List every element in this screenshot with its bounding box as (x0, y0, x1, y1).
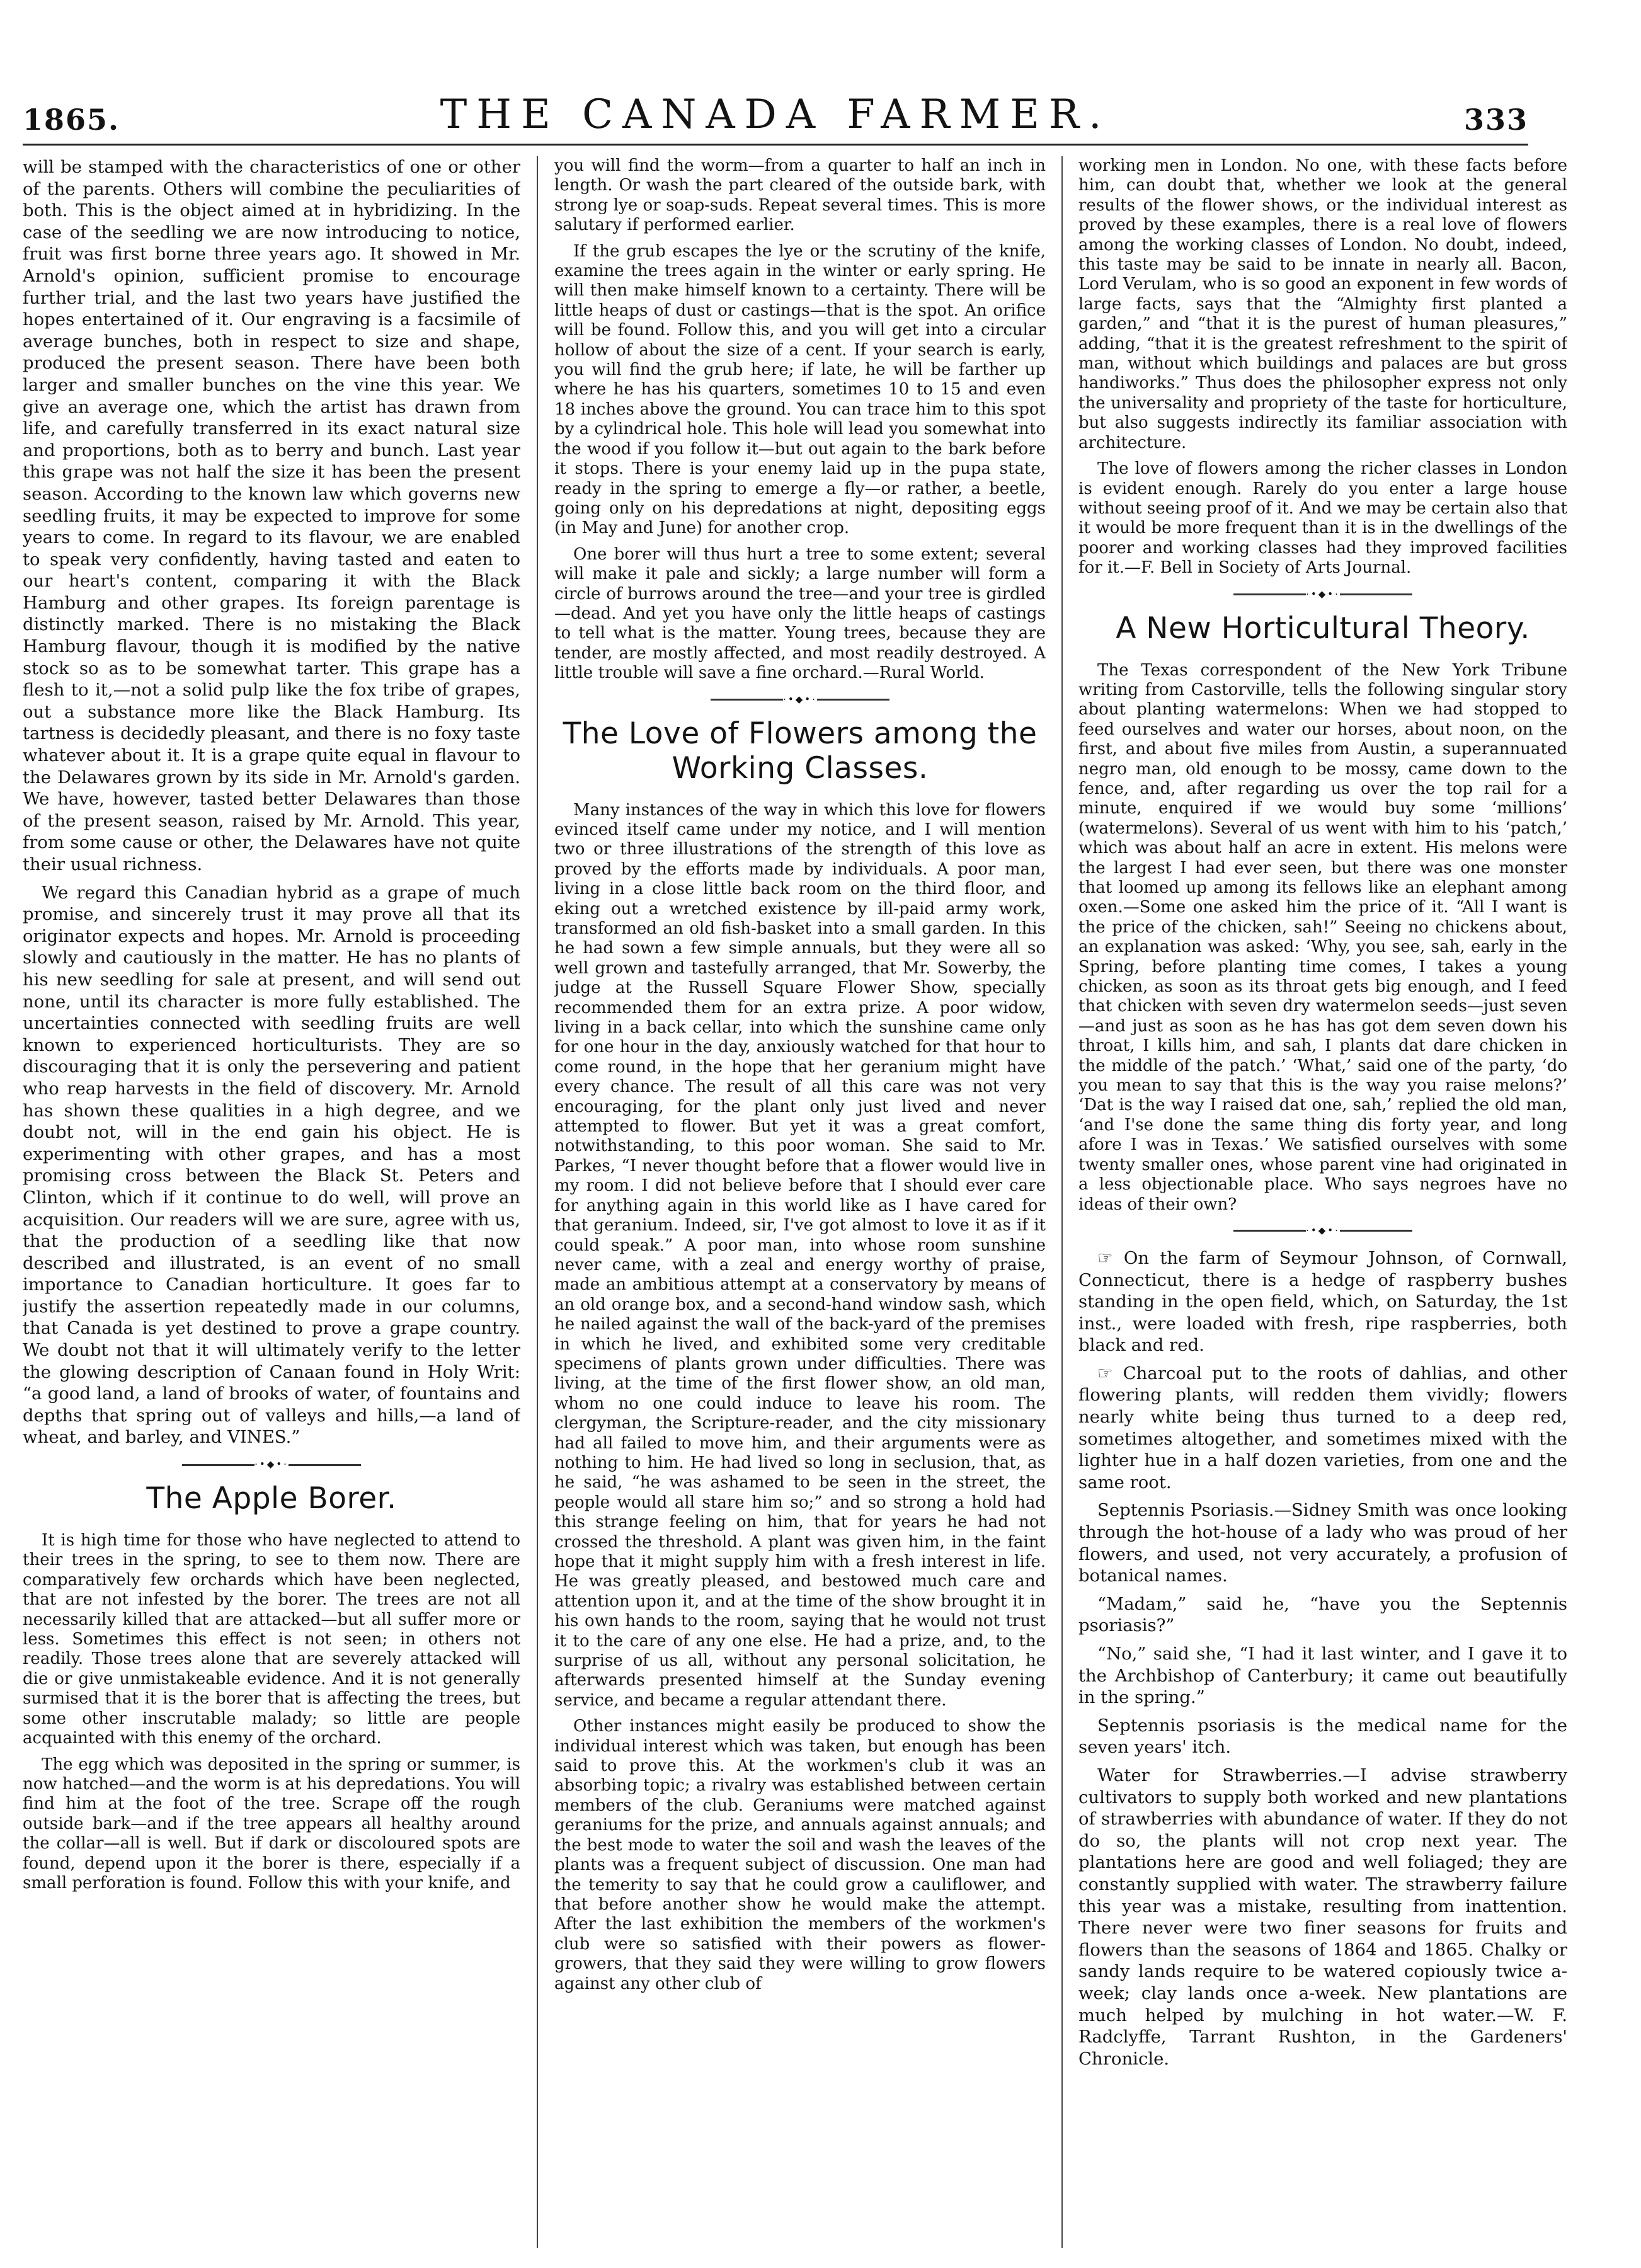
article-paragraph: you will find the worm—from a quarter to half an inch in length. Or wash the part cleared of the outside bark, with strong lye or soap-suds. Repeat several times. This is more salutary if performed earlier. (554, 156, 1046, 235)
column-2 (554, 156, 1046, 2248)
news-item: Water for Strawberries.—I advise strawberry cultivators to supply both worked and new plantations of strawberries with abundance of water. If they do not do so, the plants will not crop next year. The plantations here are good and well foliaged; they are constantly supplied with water. The strawberry failure this year was a mistake, resulting from inattention. There never were two finer seasons for fruits and flowers than the seasons of 1864 and 1865. Chalky or sandy lands require to be watered copiously twice a-week; clay lands once a-week. New plantations are much helped by mulching in hot water.—W. F. Radclyffe, Tarrant Rushton, in the Gardeners' Chronicle. (1078, 1765, 1567, 2069)
header-rule (23, 144, 1528, 146)
article-paragraph: The egg which was deposited in the spring or summer, is now hatched—and the worm is at his depredations. You will find him at the foot of the tree. Scrape off the rough outside bark—and if the tree appears all healthy around the collar—all is well. But if dark or discoloured spots are found, depend upon it the borer is there, especially if a small perforation is found. Follow this with your knife, and (23, 1755, 520, 1893)
page-year: 1865. (23, 103, 120, 137)
news-item: “Madam,” said he, “have you the Septennis psoriasis?” (1078, 1593, 1567, 1636)
column-divider (1061, 156, 1063, 2248)
masthead (23, 82, 1528, 142)
section-ornament: ·•◆•· (1078, 1225, 1567, 1236)
news-item: Septennis Psoriasis.—Sidney Smith was once looking through the hot-house of a lady who was proud of her flowers, and used, not very accurately, a profusion of botanical names. (1078, 1500, 1567, 1586)
section-ornament: ·•◆•· (23, 1458, 520, 1470)
section-ornament: ·•◆•· (1078, 588, 1567, 600)
article-paragraph: The Texas correspondent of the New York Tribune writing from Castorville, tells the following singular story about planting watermelons: When we had stopped to feed ourselves and water our horses, about noon, on the first, and about five miles from Austin, a superannuated negro man, old enough to be mossy, came down to the fence, and, after regarding us over the top rail for a minute, enquired if we would buy some ‘millions’ (watermelons). Several of us went with him to his ‘patch,’ which was about half an acre in extent. His melons were the largest I had ever seen, but there was one monster that loomed up among its fellows like an elephant among oxen.—Some one asked him the price of it. “All I want is the price of the chicken, sah!” Seeing no chickens about, an explanation was asked: ‘Why, you see, sah, early in the Spring, before planting time comes, I takes a young chicken, as soon as its throat gets big enough, and I feed that chicken with seven dry watermelon seeds—just seven—and just as soon as he has has got dem seven down his throat, I kills him, and sah, I plants dat dare chicken in the middle of the patch.’ ‘What,’ said one of the party, ‘do you mean to say that this is the way you raise melons?’ ‘Dat is the way I raised dat one, sah,’ replied the old man, ‘and I'se done the same thing dis forty year, and long afore I was in Texas.’ We satisfied ourselves with some twenty smaller ones, whose parent vine had originated in a less objectionable place. Who says negroes have no ideas of their own? (1078, 660, 1567, 1214)
section-ornament: ·•◆•· (554, 694, 1046, 705)
news-item: ☞ Charcoal put to the roots of dahlias, and other flowering plants, will redden them vividly; flowers nearly white being thus turned to a deep red, sometimes altogether, and sometimes mixed with the lighter hue in a half dozen varieties, from one and the same root. (1078, 1363, 1567, 1492)
article-paragraph: We regard this Canadian hybrid as a grape of much promise, and sincerely trust it may prove all that its originator expects and hopes. Mr. Arnold is proceeding slowly and cautiously in the matter. He has no plants of his new seedling for sale at present, and will send out none, until its character is more fully established. The uncertainties connected with seedling fruits are well known to experienced horticulturists. They are so discouraging that it is only the persevering and patient who reap harvests in the field of discovery. Mr. Arnold has shown these qualities in a high degree, and we doubt not, will in the end gain his object. He is experimenting with other grapes, and has a most promising cross between the Black St. Peters and Clinton, which if it continue to do well, will prove an acquisition. Our readers will we are sure, agree with us, that the production of a seedling like that now described and illustrated, is an event of no small importance to Canadian horticulture. It goes far to justify the assertion repeatedly made in our columns, that Canada is yet destined to prove a grape country. We doubt not that it will ultimately verify to the letter the glowing description of Canaan found in Holy Writ: “a good land, a land of brooks of water, of fountains and depths that spring out of valleys and hills,—a land of wheat, and barley, and VINES.” (23, 882, 520, 1448)
column-1 (23, 156, 520, 2248)
news-item: ☞ On the farm of Seymour Johnson, of Cornwall, Connecticut, there is a hedge of raspberry bushes standing in the open field, which, on Saturday, the 1st inst., were loaded with fresh, ripe raspberries, both black and red. (1078, 1247, 1567, 1356)
article-paragraph: Other instances might easily be produced to show the individual interest which was taken, but enough has been said to prove this. At the workmen's club it was an absorbing topic; a rivalry was established between certain members of the club. Geraniums were matched against geraniums for the prize, and annuals against annuals; and the best mode to water the soil and wash the leaves of the plants was a frequent subject of discussion. One man had the temerity to say that he could grow a cauliflower, and that before another show he would make the attempt. After the last exhibition the members of the workmen's club were so satisfied with their powers as flower-growers, that they said they were willing to grow flowers against any other club of (554, 1717, 1046, 1993)
article-paragraph: The love of flowers among the richer classes in London is evident enough. Rarely do you enter a large house without seeing proof of it. And we may be certain also that it would be more frequent than it is in the dwellings of the poorer and working classes had they improved facilities for it.—F. Bell in Society of Arts Journal. (1078, 459, 1567, 578)
article-paragraph: will be stamped with the characteristics of one or other of the parents. Others will combine the peculiarities of both. This is the object aimed at in hybridizing. In the case of the seedling we are now introducing to notice, fruit was first borne three years ago. It showed in Mr. Arnold's opinion, sufficient promise to encourage further trial, and the last two years have justified the hopes entertained of it. Our engraving is a facsimile of average bunches, both in respect to size and shape, produced the present season. There have been both larger and smaller bunches on the vine this year. We give an average one, which the artist has drawn from life, and carefully transferred in its exact natural size and proportions, both as to berry and bunch. Last year this grape was not half the size it has been the present season. According to the known law which governs new seedling fruits, it may be expected to improve for some years to come. In regard to its flavour, we are enabled to speak very confidently, having tasted and eaten to our heart's content, comparing it with the Black Hamburg and other grapes. Its foreign parentage is distinctly marked. There is no mistaking the Black Hamburg flavour, though it is modified by the native stock so as to be somewhat tarter. This grape has a flesh to it,—not a solid pulp like the fox tribe of grapes, out a substance more like the Black Hamburg. Its tartness is decidedly pleasant, and there is no foxy taste whatever about it. It is a grape quite equal in flavour to the Delawares grown by its side in Mr. Arnold's garden. We have, however, tasted better Delawares than those of the present season, raised by Mr. Arnold. This year, from some cause or other, the Delawares have not quite their usual richness. (23, 157, 520, 874)
article-heading-love-of-flowers: The Love of Flowers among the Working Classes. (563, 716, 1038, 786)
article-paragraph: Many instances of the way in which this love for flowers evinced itself came under my notice, and I will mention two or three illustrations of the strength of this love as proved by the efforts made by individuals. A poor man, living in a close little back room on the third floor, and eking out a wretched existence by ill-paid army work, transformed an old fish-basket into a small garden. In this he had sown a few simple annuals, but they were all so well grown and tastefully arranged, that Mr. Sowerby, the judge at the Russell Square Flower Show, specially recommended them for an extra prize. A poor widow, living in a back cellar, into which the sunshine came only for one hour in the day, anxiously watched for that hour to come round, in the hope that her geranium might have every chance. The result of all this care was not very encouraging, for the plant only just lived and never attempted to flower. But yet it was a great comfort, notwithstanding, to this poor woman. She said to Mr. Parkes, “I never thought before that a flower would live in my room. I did not believe before that I should ever care for anything again in this world like as I have cared for that geranium. Indeed, sir, I've got almost to love it as if it could speak.” A poor man, into whose room sunshine never came, with a zeal and energy worthy of praise, made an ambitious attempt at a conservatory by means of an old orange box, and a second-hand window sash, which he nailed against the wall of the back-yard of the premises in which he lived, and exhibited some very creditable specimens of plants grown under difficulties. There was living, at the time of the first flower show, an old man, whom no one could induce to leave his room. The clergyman, the Scripture-reader, and the city missionary had all failed to move him, and their arguments were as nothing to him. He had lived so long in seclusion, that, as he said, “he was ashamed to be seen in the street, the people would all stare him so;” and so strong a hold had this strange feeling on him, that for years he had not crossed the threshold. A plant was given him, in the faint hope that it might supply him with a fresh interest in life. He was greatly pleased, and bestowed much care and attention upon it, and at the time of the show brought it in his own hands to the room, saying that he would not trust it to the care of any one else. He had a prize, and, to the surprise of us all, without any personal solicitation, he afterwards presented himself at the Sunday evening service, and became a regular attendant there. (554, 800, 1046, 1710)
page-number: 333 (1463, 103, 1528, 137)
article-paragraph: If the grub escapes the lye or the scrutiny of the knife, examine the trees again in the winter or early spring. He will then make himself known to a certainty. There will be little heaps of dust or castings—that is the spot. An orifice will be found. Follow this, and you will get into a circular hollow of about the size of a cent. If your search is early, you will find the grub here; if late, he will be farther up where he has his quarters, sometimes 10 to 15 and even 18 inches above the ground. You can trace him to this spot by a cylindrical hole. This hole will lead you somewhat into the wood if you follow it—but out again to the bark before it stops. There is your enemy laid up in the pupa state, ready in the spring to emerge a fly—or rather, a beetle, going only on his depredations at night, depositing eggs (in May and June) for another crop. (554, 241, 1046, 538)
news-item: Septennis psoriasis is the medical name for the seven years' itch. (1078, 1715, 1567, 1758)
article-heading-apple-borer: The Apple Borer. (146, 1481, 397, 1516)
column-3 (1078, 156, 1567, 2248)
article-heading-horticultural-theory: A New Horticultural Theory. (1116, 610, 1530, 646)
article-paragraph: One borer will thus hurt a tree to some extent; several will make it pale and sickly; a large number will form a circle of burrows around the tree—and your tree is girdled—dead. And yet you have only the little heaps of castings to tell what is the matter. Young trees, because they are tender, are mostly affected, and most readily destroyed. A little trouble will save a fine orchard.—Rural World. (554, 544, 1046, 683)
column-divider (537, 156, 538, 2248)
article-paragraph: It is high time for those who have neglected to attend to their trees in the spring, to see to them now. There are comparatively few orchards which have been neglected, that are not infested by the borer. The trees are not all necessarily killed that are attacked—but all suffer more or less. Sometimes this effect is not seen; in others not readily. Those trees alone that are severely attacked will die or give unmistakeable evidence. And it is not generally surmised that it is the borer that is affecting the trees, but some other inscrutable malady; so little are people acquainted with this enemy of the orchard. (23, 1531, 520, 1748)
news-item: “No,” said she, “I had it last winter, and I gave it to the Archbishop of Canterbury; it came out beautifully in the spring.” (1078, 1644, 1567, 1708)
newspaper-title: THE CANADA FARMER. (440, 91, 1111, 138)
article-paragraph: working men in London. No one, with these facts before him, can doubt that, whether we look at the general results of the flower shows, or the individual interest as proved by these examples, there is a real love of flowers among the working classes of London. No doubt, indeed, this taste may be said to be innate in nearly all. Bacon, Lord Verulam, who is so good an exponent in few words of large facts, says that the “Almighty first planted a garden,” and “that it is the purest of human pleasures,” adding, “that it is the greatest refreshment to the spirit of man, without which buildings and palaces are but gross handiworks.” Thus does the philosopher express not only the universality and propriety of the taste for horticulture, but also suggests indirectly its familiar association with architecture. (1078, 156, 1567, 452)
